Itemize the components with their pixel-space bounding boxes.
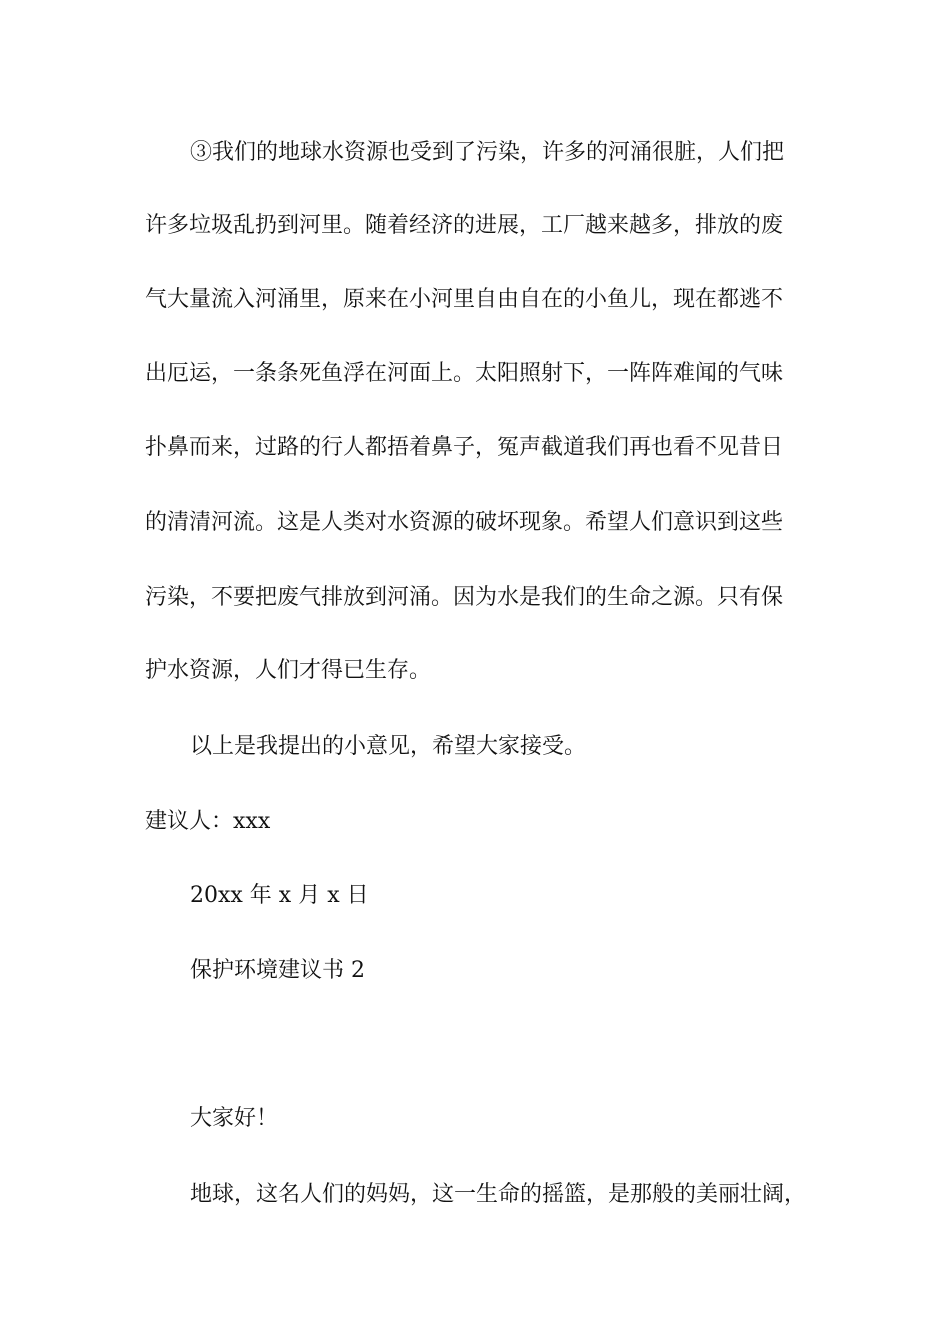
signature-line: 建议人：xxx bbox=[145, 809, 271, 834]
greeting-line: 大家好！ bbox=[190, 1106, 279, 1131]
paragraph-1-line-4: 出厄运，一条条死鱼浮在河面上。太阳照射下，一阵阵难闻的气味 bbox=[145, 361, 784, 386]
paragraph-1-line-7: 污染，不要把废气排放到河涌。因为水是我们的生命之源。只有保 bbox=[145, 585, 784, 610]
paragraph-1-line-2: 许多垃圾乱扔到河里。随着经济的进展，工厂越来越多，排放的废 bbox=[145, 213, 784, 238]
paragraph-1-line-3: 气大量流入河涌里，原来在小河里自由自在的小鱼儿，现在都逃不 bbox=[145, 287, 784, 312]
paragraph-2-line-1: 地球，这名人们的妈妈，这一生命的摇篮，是那般的美丽壮阔， bbox=[190, 1182, 807, 1207]
paragraph-1-line-8: 护水资源，人们才得已生存。 bbox=[145, 658, 432, 683]
paragraph-1-line-1: ③我们的地球水资源也受到了污染，许多的河涌很脏，人们把 bbox=[190, 140, 785, 165]
paragraph-1-line-6: 的清清河流。这是人类对水资源的破坏现象。希望人们意识到这些 bbox=[145, 510, 784, 535]
date-line: 20xx 年 x 月 x 日 bbox=[190, 883, 369, 908]
section-title: 保护环境建议书 2 bbox=[190, 958, 365, 983]
closing-line: 以上是我提出的小意见，希望大家接受。 bbox=[190, 734, 587, 759]
paragraph-1-line-5: 扑鼻而来，过路的行人都捂着鼻子，冤声截道我们再也看不见昔日 bbox=[145, 435, 784, 460]
